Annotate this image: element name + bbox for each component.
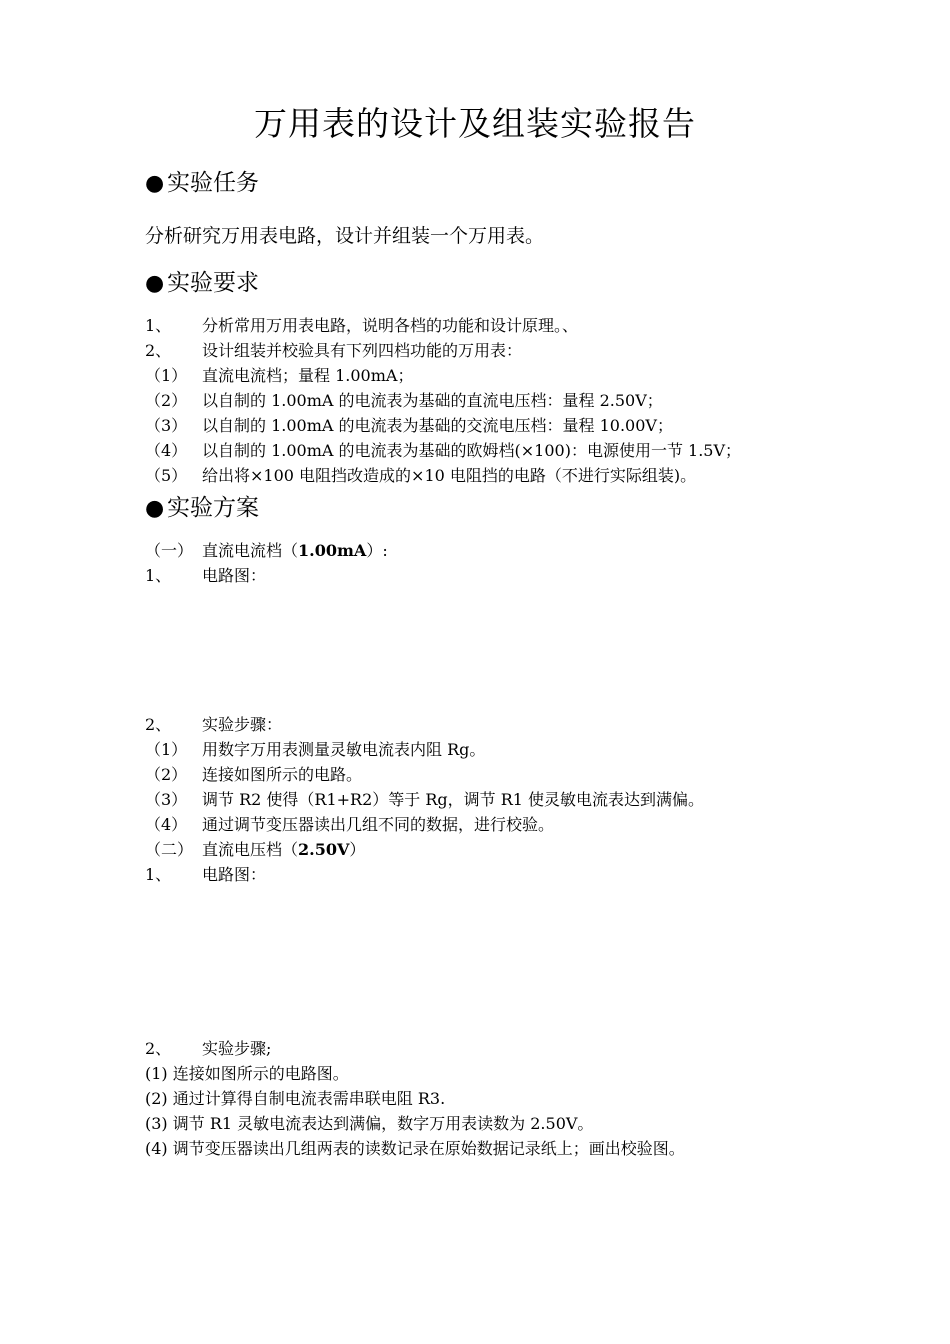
item-number: （5） (145, 466, 188, 485)
item-number: （2） (145, 765, 188, 784)
item-number: (1) (145, 1064, 168, 1083)
item-number: （2） (145, 391, 188, 410)
subsection-suffix: ） (349, 840, 366, 859)
requirement-sub-item (145, 363, 413, 388)
requirement-item (145, 313, 578, 338)
item-text: 调节 R1 灵敏电流表达到满偏，数字万用表读数为 2.50V。 (172, 1114, 594, 1133)
subsection-label: 直流电压档（ (202, 840, 299, 859)
step-item (145, 1061, 349, 1086)
requirement-item (145, 338, 522, 363)
step-item (145, 1086, 445, 1111)
subsection-heading-dc-voltage (145, 837, 365, 862)
step-item (145, 762, 362, 787)
steps-title (145, 1036, 271, 1061)
circuit-diagram-label (145, 563, 266, 588)
item-text: 给出将×100 电阻挡改造成的×10 电阻挡的电路（不进行实际组装)。 (202, 466, 697, 485)
section-heading-text: 实验要求 (167, 270, 259, 296)
item-number: （4） (145, 441, 188, 460)
item-text: 连接如图所示的电路。 (202, 765, 363, 784)
item-text: 连接如图所示的电路图。 (172, 1064, 349, 1083)
section-heading-requirements (145, 268, 259, 299)
item-number: 1、 (145, 865, 172, 884)
requirement-sub-item (145, 413, 673, 438)
task-text: 分析研究万用表电路，设计并组装一个万用表。 (145, 225, 545, 247)
item-text: 以自制的 1.00mA 的电流表为基础的欧姆档(×100)：电源使用一节 1.5V； (202, 441, 742, 460)
subsection-suffix: ）: (366, 541, 388, 560)
item-text: 电路图： (202, 566, 267, 585)
section-heading-plan (145, 493, 259, 524)
item-text: 用数字万用表测量灵敏电流表内阻 Rg。 (202, 740, 486, 759)
step-item (145, 812, 554, 837)
item-text: 以自制的 1.00mA 的电流表为基础的直流电压档：量程 2.50V； (202, 391, 663, 410)
subsection-range: 1.00mA (298, 541, 367, 560)
requirement-sub-item (145, 438, 741, 463)
item-text: 实验步骤; (202, 1039, 272, 1058)
section-heading-text: 实验方案 (167, 495, 259, 521)
document-title: 万用表的设计及组装实验报告 (254, 104, 696, 143)
subsection-heading-dc-current (145, 538, 388, 563)
item-number: 2、 (145, 715, 172, 734)
item-number: （3） (145, 416, 188, 435)
section-heading-task (145, 168, 259, 199)
item-number: (3) (145, 1114, 168, 1133)
item-number: （1） (145, 366, 188, 385)
subsection-number: （二） (145, 840, 194, 859)
requirement-sub-item (145, 388, 663, 413)
requirement-sub-item (145, 463, 696, 488)
step-item (145, 1136, 685, 1161)
bullet-icon: ● (145, 496, 165, 521)
item-number: 1、 (145, 566, 172, 585)
item-text: 电路图： (202, 865, 267, 884)
item-text: 直流电流档；量程 1.00mA； (202, 366, 414, 385)
item-number: 1、 (145, 316, 172, 335)
subsection-label: 直流电流档（ (202, 541, 299, 560)
item-text: 以自制的 1.00mA 的电流表为基础的交流电压档：量程 10.00V； (202, 416, 673, 435)
bullet-icon: ● (145, 271, 165, 296)
item-text: 通过计算得自制电流表需串联电阻 R3. (172, 1089, 446, 1108)
step-item (145, 737, 485, 762)
subsection-range: 2.50V (298, 840, 350, 859)
item-number: （3） (145, 790, 188, 809)
item-text: 设计组装并校验具有下列四档功能的万用表： (202, 341, 523, 360)
steps-title (145, 712, 282, 737)
item-number: 2、 (145, 341, 172, 360)
item-number: 2、 (145, 1039, 172, 1058)
subsection-number: （一） (145, 541, 194, 560)
item-text: 实验步骤： (202, 715, 283, 734)
item-text: 调节 R2 使得（R1+R2）等于 Rg，调节 R1 使灵敏电流表达到满偏。 (202, 790, 705, 809)
item-number: (4) (145, 1139, 168, 1158)
item-text: 分析常用万用表电路，说明各档的功能和设计原理。、 (202, 316, 579, 335)
item-text: 调节变压器读出几组两表的读数记录在原始数据记录纸上；画出校验图。 (172, 1139, 685, 1158)
item-number: （4） (145, 815, 188, 834)
item-text: 通过调节变压器读出几组不同的数据，进行校验。 (202, 815, 555, 834)
step-item (145, 787, 704, 812)
section-heading-text: 实验任务 (167, 170, 259, 196)
item-number: （1） (145, 740, 188, 759)
item-number: (2) (145, 1089, 168, 1108)
circuit-diagram-label (145, 862, 266, 887)
step-item (145, 1111, 593, 1136)
bullet-icon: ● (145, 171, 165, 196)
